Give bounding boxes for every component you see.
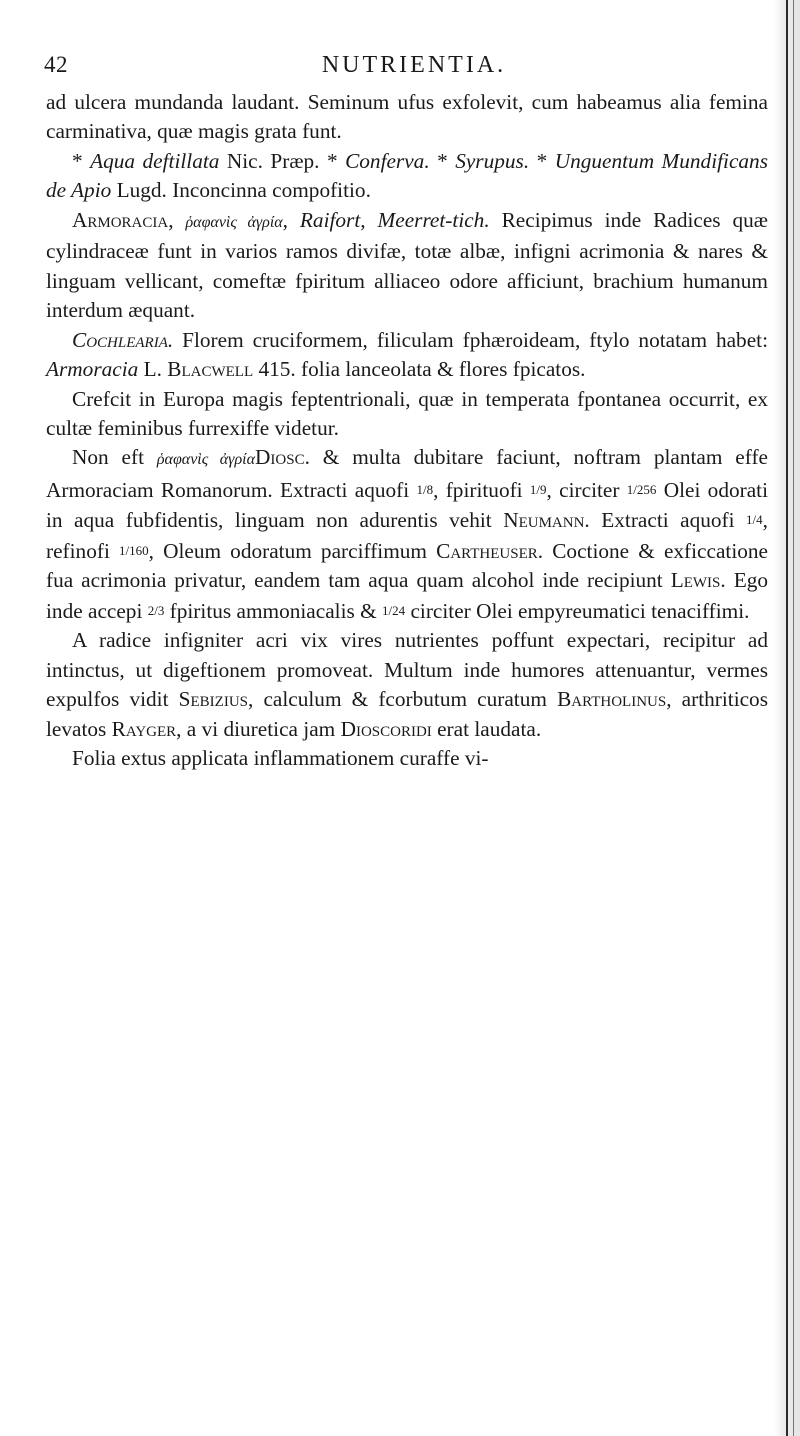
page-number: 42 bbox=[44, 52, 68, 77]
preparation-name: Unguentum Mundificans de Apio bbox=[46, 148, 768, 203]
fraction: 1/4 bbox=[746, 512, 763, 528]
author-name: Blacwell bbox=[167, 357, 254, 382]
paragraph-6 bbox=[46, 443, 768, 626]
author-name: Rayger bbox=[111, 716, 177, 741]
text-run: Ego inde accepi bbox=[46, 568, 769, 623]
author-name: Diosc. bbox=[255, 445, 310, 470]
paragraph-4 bbox=[46, 326, 768, 385]
preparation-name: Aqua deftillata bbox=[90, 148, 220, 173]
text-run: * bbox=[429, 148, 456, 173]
text-run: Folia extus applicata inflammationem curaffe vi- bbox=[72, 745, 489, 770]
text-run: , arthriticos levatos bbox=[46, 687, 768, 741]
binding-edge-line bbox=[786, 0, 788, 1436]
author-name: Cartheuser. bbox=[436, 538, 544, 563]
fraction: 1/256 bbox=[626, 481, 657, 497]
text-run: 415. folia lanceolata & flores fpicatos. bbox=[253, 357, 586, 382]
text-run: Extracti aquofi bbox=[589, 508, 747, 533]
text-run: * bbox=[529, 148, 555, 173]
fraction: 2/3 bbox=[147, 602, 165, 618]
vernacular-names: Raifort, Meerret-tich. bbox=[299, 207, 490, 232]
fraction: 1/9 bbox=[529, 481, 547, 497]
text-run: Lugd. Inconcinna compofitio. bbox=[111, 178, 371, 203]
paragraph-5 bbox=[46, 385, 768, 444]
page-header bbox=[44, 52, 684, 92]
text-run: erat laudata. bbox=[431, 716, 542, 741]
paragraph-2 bbox=[46, 147, 768, 206]
text-run: Non eft bbox=[72, 445, 157, 470]
author-name: Dioscoridi bbox=[340, 716, 432, 741]
greek-name: ῥαφανὶς ἀγρία bbox=[156, 451, 256, 469]
binding-edge-line bbox=[793, 0, 794, 1436]
paragraph-1 bbox=[46, 88, 768, 147]
greek-name: ῥαφανὶς ἀγρία bbox=[185, 213, 283, 231]
text-run: Olei odorati in aqua fubfidentis, linguam non adurentis vehit bbox=[46, 477, 768, 533]
text-run: Nic. Præp. * bbox=[219, 148, 346, 173]
text-run: , bbox=[168, 207, 186, 232]
running-title: NUTRIENTIA. bbox=[321, 52, 507, 78]
entry-heading: Armoracia bbox=[72, 207, 169, 232]
author-name: Neumann. bbox=[503, 508, 590, 533]
author-name: Sebizius bbox=[178, 687, 248, 712]
author-name: Lewis. bbox=[670, 568, 726, 593]
fraction: 1/24 bbox=[382, 602, 406, 618]
text-run: , refinofi bbox=[46, 508, 768, 563]
paragraph-7 bbox=[46, 626, 768, 744]
text-run: A radice infigniter acri vix vires nutrientes poffunt expectari, recipitur ad intinctus, ut digeftionem promoveat. Multum inde humores attenuantur, vermes expulfos vidit bbox=[46, 628, 768, 712]
text-run: ad ulcera mundanda laudant. Seminum ufus exfolevit, cum habeamus alia femina carminativa, quæ magis grata funt. bbox=[46, 90, 768, 144]
species-name: Armoracia bbox=[46, 357, 139, 382]
paragraph-3 bbox=[46, 206, 768, 326]
author-name: Bartholinus bbox=[557, 687, 667, 712]
preparation-name: Conferva. bbox=[345, 148, 430, 173]
text-run: , bbox=[282, 207, 300, 232]
text-run: * bbox=[72, 148, 91, 173]
text-run: , a vi diuretica jam bbox=[176, 716, 341, 741]
text-run: , fpirituofi bbox=[433, 477, 530, 502]
text-run: L. bbox=[138, 357, 168, 382]
text-run: Florem cruciformem, filiculam fphæroideam, ftylo notatam habet: bbox=[173, 327, 768, 352]
body-text bbox=[46, 88, 768, 773]
text-run: , calculum & fcorbutum curatum bbox=[248, 687, 558, 712]
text-run: Recipimus inde Radices quæ cylindraceæ funt in varios ramos divifæ, totæ albæ, infigni acrimonia & nares & linguam vellicant, comeftæ fpiritum alliaceo odore afficiunt, brachium humanum interdum æquant. bbox=[46, 207, 769, 323]
text-run: Coctione & exficcatione fua acrimonia privatur, eandem tam aqua quam alcohol inde recipiunt bbox=[46, 538, 768, 593]
fraction: 1/8 bbox=[416, 481, 434, 497]
text-run: circiter Olei empyreumatici tenaciffimi. bbox=[405, 598, 750, 623]
text-run: & multa dubitare faciunt, noftram plantam effe Armoraciam Romanorum. Extracti aquofi bbox=[46, 445, 768, 502]
text-run: , circiter bbox=[546, 477, 627, 502]
text-run: , Oleum odoratum parciffimum bbox=[148, 538, 437, 563]
preparation-name: Syrupus. bbox=[455, 148, 530, 173]
genus-name: Cochlearia. bbox=[72, 327, 174, 352]
paragraph-8 bbox=[46, 744, 768, 773]
text-run: Crefcit in Europa magis feptentrionali, quæ in temperata fpontanea occurrit, ex cultæ feminibus furrexiffe videtur. bbox=[46, 386, 768, 440]
text-run: fpiritus ammoniacalis & bbox=[164, 598, 382, 623]
fraction: 1/160 bbox=[119, 542, 149, 558]
